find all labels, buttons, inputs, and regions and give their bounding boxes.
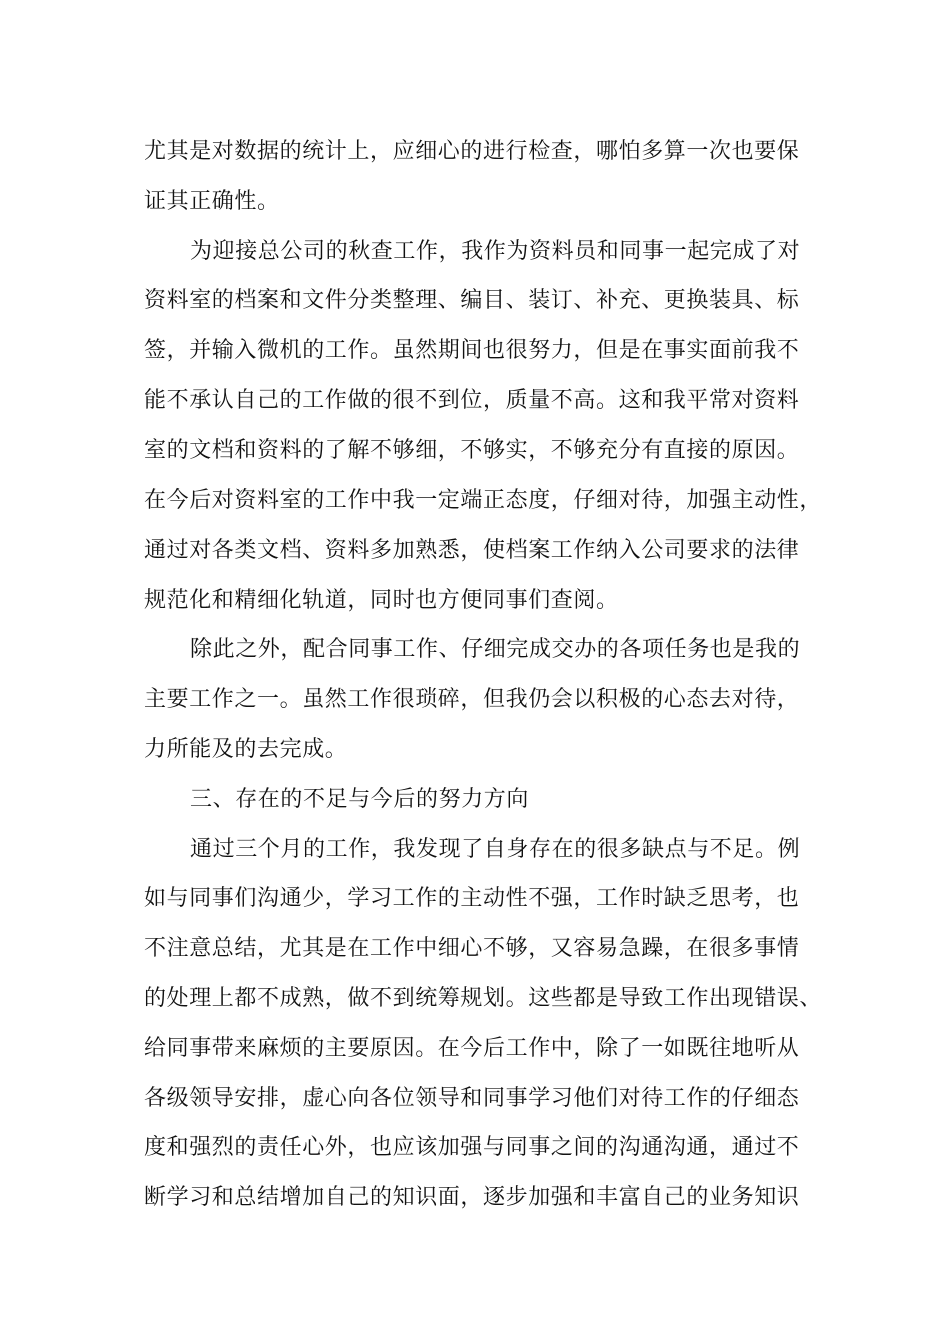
text-line-21: 度和强烈的责任心外，也应该加强与同事之间的沟通沟通，通过不 (144, 1135, 800, 1160)
text-line-12: 主要工作之一。虽然工作很琐碎，但我仍会以积极的心态去对待， (144, 687, 800, 712)
text-line-9: 通过对各类文档、资料多加熟悉，使档案工作纳入公司要求的法律 (144, 538, 800, 563)
paragraph-start-line-11: 除此之外，配合同事工作、仔细完成交办的各项任务也是我的 (190, 637, 801, 662)
text-line-2: 证其正确性。 (144, 189, 280, 214)
text-line-6: 能不承认自己的工作做的很不到位，质量不高。这和我平常对资料 (144, 388, 800, 413)
text-line-13: 力所能及的去完成。 (144, 737, 348, 762)
text-line-1: 尤其是对数据的统计上，应细心的进行检查，哪怕多算一次也要保 (144, 139, 800, 164)
text-line-7: 室的文档和资料的了解不够细，不够实，不够充分有直接的原因。 (144, 438, 800, 463)
text-line-10: 规范化和精细化轨道，同时也方便同事们查阅。 (144, 588, 619, 613)
text-line-5: 签，并输入微机的工作。虽然期间也很努力，但是在事实面前我不 (144, 338, 800, 363)
text-line-18: 的处理上都不成熟，做不到统筹规划。这些都是导致工作出现错误、 (144, 986, 823, 1011)
text-line-20: 各级领导安排，虚心向各位领导和同事学习他们对待工作的仔细态 (144, 1086, 800, 1111)
text-line-19: 给同事带来麻烦的主要原因。在今后工作中，除了一如既往地听从 (144, 1036, 800, 1061)
text-line-17: 不注意总结，尤其是在工作中细心不够，又容易急躁，在很多事情 (144, 936, 800, 961)
text-line-16: 如与同事们沟通少，学习工作的主动性不强，工作时缺乏思考，也 (144, 886, 800, 911)
paragraph-start-line-15: 通过三个月的工作，我发现了自身存在的很多缺点与不足。例 (190, 837, 801, 862)
text-line-4: 资料室的档案和文件分类整理、编目、装订、补充、更换装具、标 (144, 288, 800, 313)
paragraph-start-line-3: 为迎接总公司的秋查工作，我作为资料员和同事一起完成了对 (190, 239, 801, 264)
section-heading: 三、存在的不足与今后的努力方向 (190, 787, 530, 812)
text-line-22: 断学习和总结增加自己的知识面，逐步加强和丰富自己的业务知识 (144, 1185, 800, 1210)
text-line-8: 在今后对资料室的工作中我一定端正态度，仔细对待，加强主动性， (144, 488, 823, 513)
